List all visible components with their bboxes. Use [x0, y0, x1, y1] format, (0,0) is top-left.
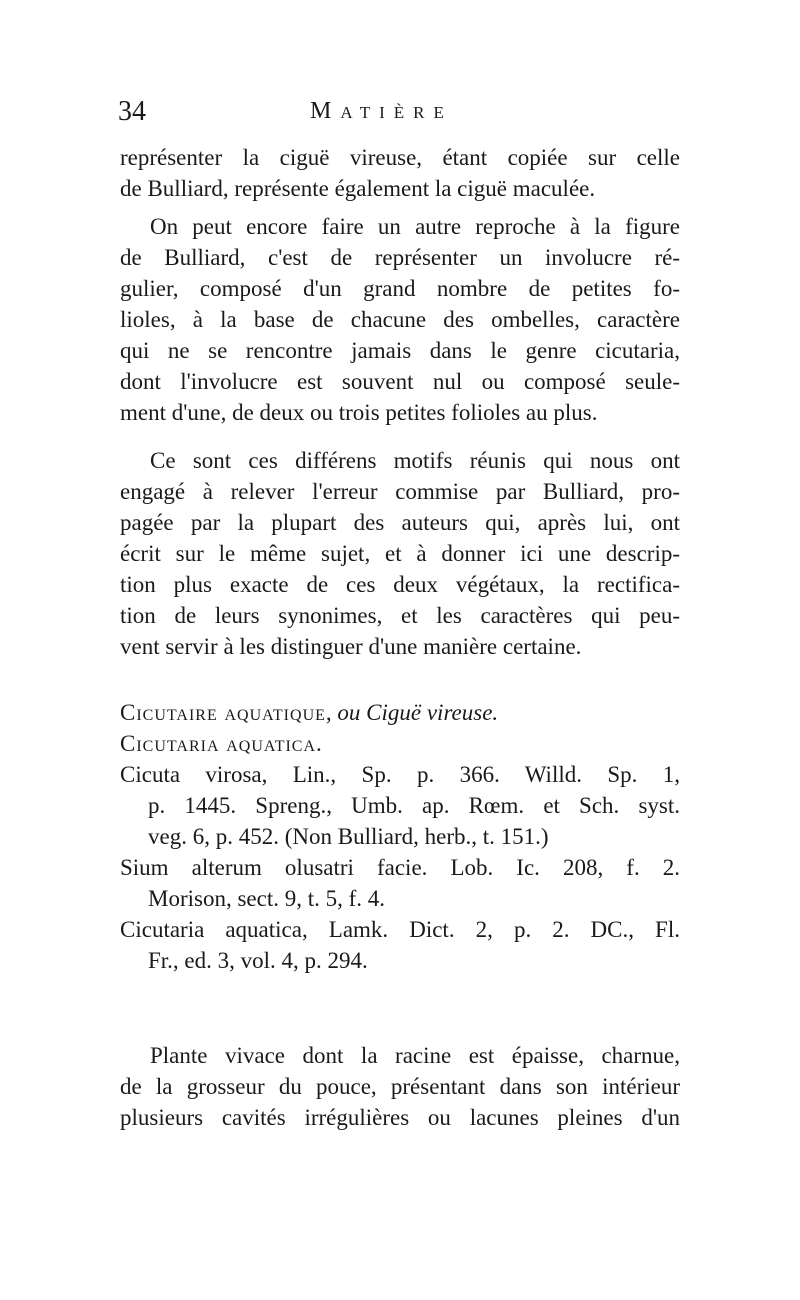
text-line: de Bulliard, c'est de représenter un involucre ré-	[120, 245, 680, 270]
entry-latin-name: Cicutaria aquatica.	[120, 731, 323, 756]
text-line: de Bulliard, représente également la ciguë maculée.	[120, 176, 596, 201]
text-line: pagée par la plupart des auteurs qui, après lui, ont	[120, 510, 680, 535]
text-line: vent servir à les distinguer d'une manière certaine.	[120, 634, 582, 659]
text-line: ment d'une, de deux ou trois petites folioles au plus.	[120, 400, 598, 425]
text-line: lioles, à la base de chacune des ombelles, caractère	[120, 307, 680, 332]
synonym-line: Cicutaria aquatica, Lamk. Dict. 2, p. 2. DC., Fl.	[120, 917, 680, 942]
paragraph-1	[120, 142, 680, 204]
synonym-line: Cicuta virosa, Lin., Sp. p. 366. Willd. Sp. 1,	[120, 762, 680, 787]
text-line: qui ne se rencontre jamais dans le genre cicutaria,	[120, 338, 680, 363]
botanical-entry	[120, 697, 680, 976]
text-line: tion de leurs synonimes, et les caractères qui peu-	[120, 603, 680, 628]
text-line: de la grosseur du pouce, présentant dans son intérieur	[120, 1074, 680, 1099]
entry-title-alternate: ou Ciguë vireuse.	[337, 700, 499, 725]
text-line: plusieurs cavités irrégulières ou lacunes pleines d'un	[120, 1105, 680, 1130]
text-line: tion plus exacte de ces deux végétaux, la rectifica-	[120, 572, 680, 597]
text-line: Ce sont ces différens motifs réunis qui nous ont	[150, 448, 680, 473]
page-number: 34	[118, 96, 146, 127]
entry-title	[120, 697, 680, 728]
synonym-line: veg. 6, p. 452. (Non Bulliard, herb., t. 151.)	[148, 824, 549, 849]
text-line: Plante vivace dont la racine est épaisse, charnue,	[150, 1043, 680, 1068]
text-line: engagé à relever l'erreur commise par Bulliard, pro-	[120, 479, 680, 504]
synonym-line: Morison, sect. 9, t. 5, f. 4.	[148, 886, 386, 911]
synonym-line: p. 1445. Spreng., Umb. ap. Rœm. et Sch. syst.	[148, 793, 680, 818]
synonym-line: Fr., ed. 3, vol. 4, p. 294.	[148, 948, 368, 973]
text-line: On peut encore faire un autre reproche à la figure	[150, 214, 680, 239]
paragraph-3	[120, 445, 680, 662]
running-head: Matière	[310, 98, 453, 124]
text-line: représenter la ciguë vireuse, étant copiée sur celle	[120, 145, 680, 170]
text-line: gulier, composé d'un grand nombre de petites fo-	[120, 276, 680, 301]
paragraph-4	[120, 1040, 680, 1133]
entry-title-separator: ,	[325, 700, 338, 725]
text-line: écrit sur le même sujet, et à donner ici une descrip-	[120, 541, 680, 566]
text-line: dont l'involucre est souvent nul ou composé seule-	[120, 369, 680, 394]
entry-title-french: Cicutaire aquatique	[120, 700, 326, 725]
paragraph-2	[120, 211, 680, 428]
page-header	[118, 96, 688, 136]
synonym-line: Sium alterum olusatri facie. Lob. Ic. 208, f. 2.	[120, 855, 680, 880]
